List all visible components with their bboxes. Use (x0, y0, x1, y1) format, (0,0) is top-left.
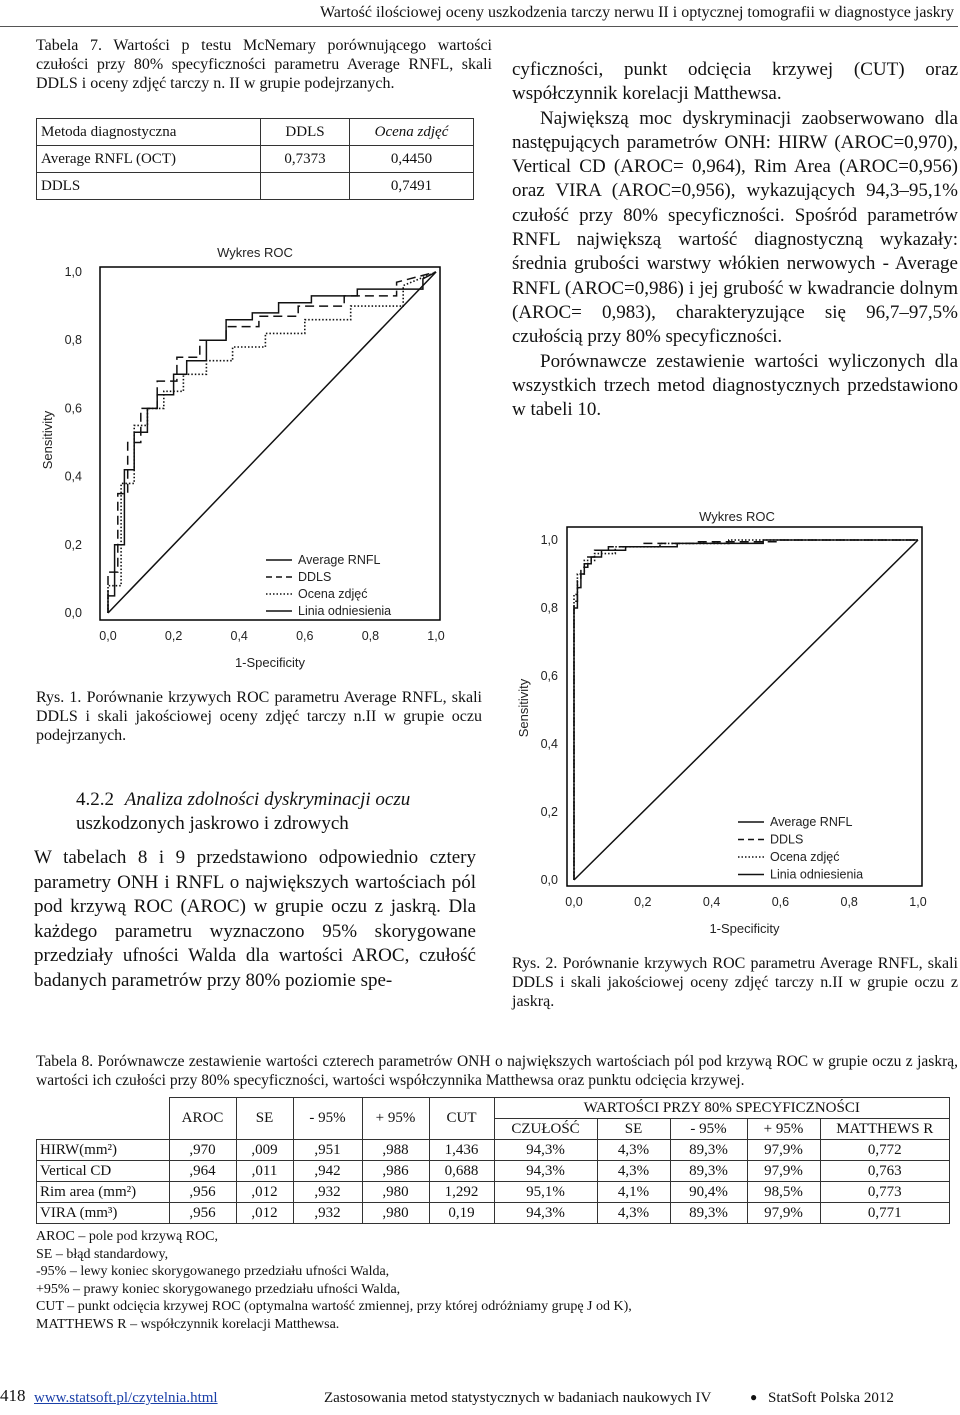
table8-cell: ,011 (236, 1161, 293, 1182)
table-row (37, 1182, 950, 1203)
table8-subheader: SE (597, 1119, 670, 1140)
table8-cell: 4,3% (597, 1203, 670, 1224)
series-line-linia-odniesienia (108, 272, 436, 613)
table8-cell: 89,3% (670, 1161, 747, 1182)
table8-cell: 90,4% (670, 1182, 747, 1203)
x-tick-label: 0,4 (230, 629, 248, 643)
note-line: +95% – prawy koniec skorygowanego przedziału ufności Walda, (36, 1281, 401, 1297)
x-tick-label: 1,0 (909, 895, 927, 909)
table8-subheader: + 95% (747, 1119, 820, 1140)
x-tick-label: 0,4 (702, 895, 721, 909)
table8-subheader: CZUŁOŚĆ (494, 1119, 597, 1140)
legend-label: DDLS (298, 570, 332, 584)
table8-cell: 1,436 (429, 1140, 494, 1161)
table8-cell: ,012 (236, 1182, 293, 1203)
roc-chart-1 (30, 230, 490, 680)
x-tick-label: 0,8 (840, 895, 858, 909)
table8-cell: 94,3% (494, 1203, 597, 1224)
table7-cell (261, 173, 350, 200)
table-row (37, 173, 474, 200)
table8-cell: 4,3% (597, 1161, 670, 1182)
table8-cell: ,986 (362, 1161, 429, 1182)
legend-label: DDLS (770, 832, 804, 847)
legend-label: Average RNFL (298, 553, 381, 567)
note-line: CUT – punkt odcięcia krzywej ROC (optymalna wartość zmiennej, przy której odróżniamy grupę J od K), (36, 1299, 632, 1315)
table8-cell: 97,9% (747, 1161, 820, 1182)
x-axis-label: 1-Specificity (234, 655, 306, 670)
table8-cell: 1,292 (429, 1182, 494, 1203)
table8-cell: ,009 (236, 1140, 293, 1161)
table8-header: SE (236, 1098, 293, 1140)
table8-cell: 94,3% (494, 1140, 597, 1161)
table8-cell: 0,19 (429, 1203, 494, 1224)
table8-subheader: MATTHEWS R (820, 1119, 950, 1140)
y-tick-label: 1,0 (540, 533, 558, 547)
roc-chart-2 (512, 503, 958, 943)
paragraph: Porównawcze zestawienie wartości wyliczonych dla wszystkich trzech metod diagnostycznych przedstawiono w tabeli 10. (512, 350, 958, 421)
table-notes (36, 1228, 936, 1334)
table8-cell: 89,3% (670, 1203, 747, 1224)
table8-cell: ,932 (293, 1203, 362, 1224)
table8-row-label: Vertical CD (37, 1161, 170, 1182)
legend-label: Linia odniesienia (298, 604, 392, 618)
paragraph: Największą moc dyskryminacji zaobserwowano dla następujących parametrów ONH: HIRW (AROC=0,970), Vertical CD (AROC= 0,964), Rim Area (AROC=0,956) oraz VIRA (AROC=0,956), wykazujących 94,3–95,1% czułość przy 80% specyficzności. Spośród parametrów RNFL największą wartość diagnostyczną wykazały: średnia grubości warstwy włókien nerwowych - Average RNFL (AROC=0,986) i jej grubość w kwadrancie dolnym (AROC= 0,983), charakteryzujące się 96,7–97,5% czułością przy 80% specyficzności. (512, 107, 958, 348)
table7-header: DDLS (261, 119, 350, 146)
chart-title: Wykres ROC (699, 509, 775, 524)
table8-cell: ,980 (362, 1203, 429, 1224)
table7-cell: 0,7491 (350, 173, 474, 200)
table8-header: - 95% (293, 1098, 362, 1140)
section-title-line2: uszkodzonych jaskrowo i zdrowych (76, 813, 349, 834)
table7-header: Ocena zdjęć (350, 119, 474, 146)
x-tick-label: 0,6 (296, 629, 314, 643)
table8-cell: 0,773 (820, 1182, 950, 1203)
chart-title: Wykres ROC (217, 245, 293, 260)
table8-group-header: WARTOŚCI PRZY 80% SPECYFICZNOŚCI (494, 1098, 950, 1119)
section-number: 4.2.2 (76, 789, 114, 810)
right-column-text (512, 58, 958, 422)
table-row (37, 1161, 950, 1182)
paragraph: cyficzności, punkt odcięcia krzywej (CUT) oraz współczynnik korelacji Matthewsa. (512, 59, 958, 105)
series-line-linia-odniesienia (574, 540, 918, 880)
table8-cell: ,980 (362, 1182, 429, 1203)
y-tick-label: 0,4 (64, 469, 82, 484)
table8-cell: ,956 (169, 1182, 236, 1203)
x-axis-label: 1-Specificity (709, 921, 780, 936)
y-tick-label: 0,2 (540, 805, 558, 819)
footer-link[interactable]: www.statsoft.pl/czytelnia.html (34, 1390, 218, 1406)
table8-cell: 97,9% (747, 1140, 820, 1161)
legend-label: Average RNFL (770, 815, 853, 829)
table8-row-label: Rim area (mm²) (37, 1182, 170, 1203)
y-tick-label: 0,8 (64, 333, 82, 348)
y-axis-label: Sensitivity (516, 678, 531, 738)
table8-cell: 4,1% (597, 1182, 670, 1203)
table8-cell: ,970 (169, 1140, 236, 1161)
figure2-caption: Rys. 2. Porównanie krzywych ROC parametru Average RNFL, skali DDLS i skali jakościowej oceny zdjęć tarczy n.II w grupie oczu z jaskrą. (512, 955, 958, 1010)
table7-header-row (37, 119, 474, 146)
note-line: AROC – pole pod krzywą ROC, (36, 1229, 218, 1244)
table7 (36, 118, 474, 200)
table8-header: + 95% (362, 1098, 429, 1140)
table8-cell: 89,3% (670, 1140, 747, 1161)
x-tick-label: 0,8 (361, 629, 380, 643)
legend-label: Ocena zdjęć (298, 587, 368, 601)
table8-cell: 95,1% (494, 1182, 597, 1203)
table8-cell: 0,771 (820, 1203, 950, 1224)
table7-caption: Tabela 7. Wartości p testu McNemary porównującego wartości czułości przy 80% specyficzności parametru Average RNFL, skali DDLS i oceny zdjęć tarczy n. II w grupie podejrzanych. (36, 37, 492, 92)
figure1-caption: Rys. 1. Porównanie krzywych ROC parametru Average RNFL, skali DDLS i skali jakościowej oceny zdjęć tarczy n.II w grupie oczu podejrzanych. (36, 689, 482, 744)
y-tick-label: 0,8 (540, 601, 558, 615)
x-tick-label: 0,0 (565, 895, 583, 909)
footer-publisher: StatSoft Polska 2012 (768, 1390, 894, 1406)
y-tick-label: 0,4 (540, 737, 558, 751)
legend-label: Linia odniesienia (770, 867, 864, 882)
section-heading (76, 788, 486, 836)
table8-cell: ,964 (169, 1161, 236, 1182)
note-line: -95% – lewy koniec skorygowanego przedziału ufności Walda, (36, 1264, 390, 1280)
running-header (0, 0, 958, 27)
table8-cell: 94,3% (494, 1161, 597, 1182)
table8-subheader: - 95% (670, 1119, 747, 1140)
note-line: MATTHEWS R – współczynnik korelacji Matthewsa. (36, 1316, 340, 1332)
plot-frame (567, 527, 922, 886)
page-footer (0, 1386, 960, 1414)
x-tick-label: 0,2 (634, 895, 652, 909)
y-tick-label: 1,0 (64, 265, 82, 279)
x-tick-label: 0,2 (164, 629, 183, 643)
table8-header-row (37, 1098, 950, 1119)
table7-cell: DDLS (37, 173, 261, 200)
table8-cell: 97,9% (747, 1203, 820, 1224)
table8-header: AROC (169, 1098, 236, 1140)
footer-series-title: Zastosowania metod statystycznych w badaniach naukowych IV (324, 1390, 712, 1406)
table8-cell: ,988 (362, 1140, 429, 1161)
page-number: 418 (0, 1386, 26, 1405)
table8 (36, 1097, 950, 1224)
table-row (37, 146, 474, 173)
table8-cell: 0,688 (429, 1161, 494, 1182)
table-row (37, 1203, 950, 1224)
table8-cell: ,956 (169, 1203, 236, 1224)
x-tick-label: 0,6 (771, 895, 790, 909)
table7-cell: 0,7373 (261, 146, 350, 173)
table8-cell: ,951 (293, 1140, 362, 1161)
y-tick-label: 0,6 (64, 401, 82, 416)
table7-header: Metoda diagnostyczna (37, 119, 261, 146)
legend-label: Ocena zdjęć (770, 850, 840, 864)
y-tick-label: 0,6 (540, 669, 558, 683)
table7-cell: 0,4450 (350, 146, 474, 173)
table8-cell: 0,763 (820, 1161, 950, 1182)
table8-caption: Tabela 8. Porównawcze zestawienie wartości czterech parametrów ONH o największych wartościach pól pod krzywą ROC w grupie oczu z jaskrą, wartości ich czułości przy 80% specyficzności, wartości współczynnika Matthewsa oraz punktu odcięcia krzywej. (36, 1053, 958, 1089)
section-body: W tabelach 8 i 9 przedstawiono odpowiednio cztery parametry ONH i RNFL o największych wartościach pól pod krzywą ROC (AROC) w grupie oczu z jaskrą. Dla każdego parametru wyznaczono 95% skorygowane przedziały ufności Walda dla wartości AROC, czułość badanych parametrów przy 80% poziomie spe- (34, 847, 476, 991)
table-row (37, 1140, 950, 1161)
y-tick-label: 0,0 (540, 873, 558, 887)
y-tick-label: 0,2 (64, 537, 82, 552)
y-tick-label: 0,0 (64, 606, 82, 620)
note-line: SE – błąd standardowy, (36, 1246, 169, 1262)
y-axis-label: Sensitivity (40, 410, 55, 470)
table8-cell: 0,772 (820, 1140, 950, 1161)
x-tick-label: 1,0 (427, 629, 445, 643)
table8-header: CUT (429, 1098, 494, 1140)
table8-cell: ,942 (293, 1161, 362, 1182)
table8-row-label: HIRW(mm²) (37, 1140, 170, 1161)
x-tick-label: 0,0 (99, 629, 117, 643)
section-title-line1: Analiza zdolności dyskryminacji oczu (124, 789, 411, 810)
bullet-icon: ● (750, 1390, 758, 1404)
running-title: Wartość ilościowej oceny uszkodzenia tarczy nerwu II i optycznej tomografii w diagnostyce jaskry (319, 4, 954, 21)
table8-cell: ,932 (293, 1182, 362, 1203)
table8-row-label: VIRA (mm³) (37, 1203, 170, 1224)
table7-cell: Average RNFL (OCT) (37, 146, 261, 173)
table8-cell: 98,5% (747, 1182, 820, 1203)
table8-cell: 4,3% (597, 1140, 670, 1161)
table8-cell: ,012 (236, 1203, 293, 1224)
table8-body (37, 1140, 950, 1224)
table8-corner (37, 1098, 170, 1140)
